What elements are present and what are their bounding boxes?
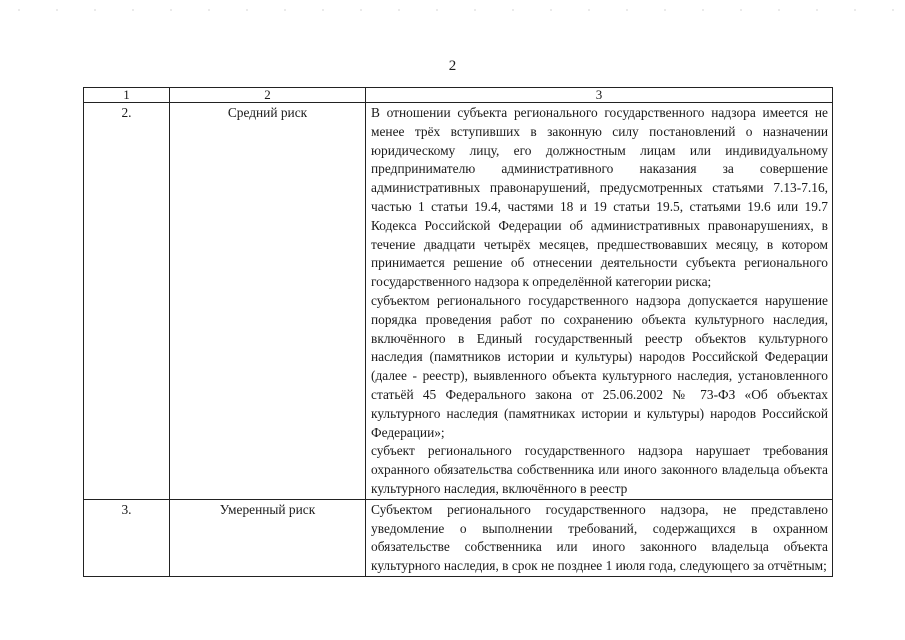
risk-category: Умеренный риск <box>170 499 366 576</box>
criteria-cell <box>366 499 833 576</box>
column-header-2: 2 <box>170 88 366 103</box>
row-number: 2. <box>84 103 170 500</box>
risk-category-table <box>83 87 833 577</box>
page-number: 2 <box>448 58 457 74</box>
table-row <box>84 103 833 500</box>
criteria-cell <box>366 103 833 500</box>
criteria-paragraph: В отношении субъекта регионального государственного надзора имеется не менее трёх вступивших в законную силу постановлений о назначении юридическому лицу, его должностным лицам или индивидуальному предпринимателю административного наказания за совершение административных правонарушений, предусмотренных статьями 7.13-7.16, частью 1 статьи 19.4, частями 18 и 19 статьи 19.5, статьями 19.6 или 19.7 Кодекса Российской Федерации об административных правонарушениях, в течение двадцати четырёх месяцев, предшествовавших месяцу, в котором принимается решение об отнесении деятельности субъекта регионального государственного надзора к определённой категории риска; <box>371 105 828 290</box>
criteria-paragraph: Субъектом регионального государственного надзора, не представлено уведомление о выполнении требований, содержащихся в охранном обязательстве собственника или иного законного владельца объекта культурного наследия, в срок не позднее 1 июля года, следующего за отчётным; <box>371 501 828 574</box>
column-header-1: 1 <box>84 88 170 103</box>
table-row <box>84 499 833 576</box>
scan-artifact-dots <box>0 6 905 14</box>
table-header-row <box>84 88 833 103</box>
risk-category: Средний риск <box>170 103 366 500</box>
column-header-3: 3 <box>366 88 833 103</box>
row-number: 3. <box>84 499 170 576</box>
criteria-paragraph: субъект регионального государственного надзора нарушает требования охранного обязательства собственника или иного законного владельца объекта культурного наследия, включённого в реестр <box>371 443 828 496</box>
criteria-paragraph: субъектом регионального государственного надзора допускается нарушение порядка проведения работ по сохранению объекта культурного наследия, включённого в Единый государственный реестр объектов культурного наследия (памятников истории и культуры) народов Российской Федерации (далее - реестр), выявленного объекта культурного наследия, установленного статьёй 45 Федерального закона от 25.06.2002 № 73-ФЗ «Об объектах культурного наследия (памятниках истории и культуры) народов Российской Федерации»; <box>371 292 828 440</box>
